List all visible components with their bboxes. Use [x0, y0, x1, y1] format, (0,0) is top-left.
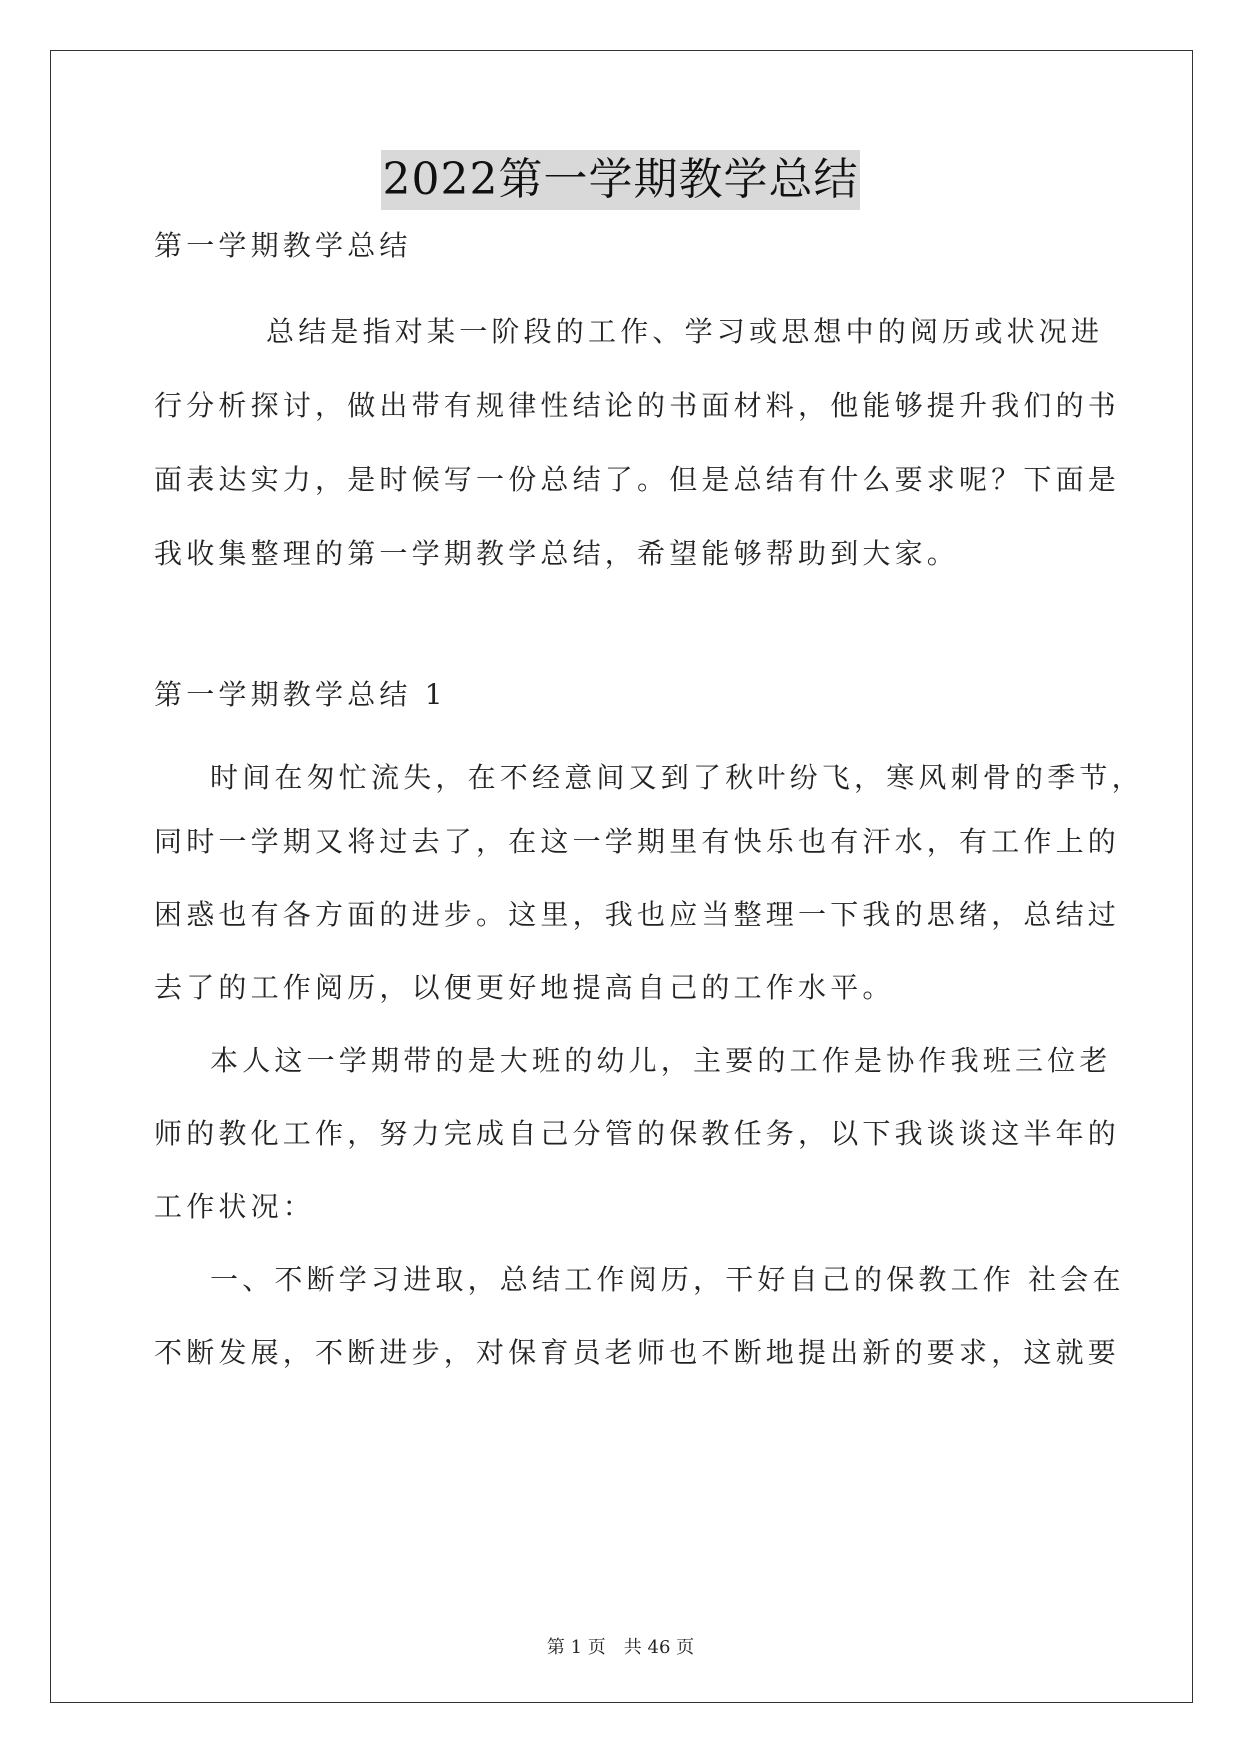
body-line: 一、不断学习进取，总结工作阅历，干好自己的保教工作 社会在: [210, 1263, 1125, 1296]
intro-line: 总结是指对某一阶段的工作、学习或思想中的阅历或状况进: [266, 315, 1104, 348]
body-line: 工作状况：: [154, 1190, 316, 1223]
body-line: 本人这一学期带的是大班的幼儿，主要的工作是协作我班三位老: [210, 1044, 1112, 1077]
body-line: 困惑也有各方面的进步。这里，我也应当整理一下我的思绪，总结过: [154, 898, 1121, 931]
body-line: 时间在匆忙流失，在不经意间又到了秋叶纷飞，寒风刺骨的季节，: [210, 761, 1144, 794]
intro-line: 面表达实力，是时候写一份总结了。但是总结有什么要求呢？下面是: [154, 463, 1121, 496]
document-title: 2022第一学期教学总结: [381, 150, 861, 210]
intro-line: 我收集整理的第一学期教学总结，希望能够帮助到大家。: [154, 537, 960, 570]
document-title-wrap: [0, 150, 1241, 210]
subtitle: 第一学期教学总结: [154, 229, 412, 262]
body-line: 不断发展，不断进步，对保育员老师也不断地提出新的要求，这就要: [154, 1336, 1121, 1369]
page-footer: 第 1 页 共 46 页: [546, 1637, 695, 1658]
body-line: 去了的工作阅历，以便更好地提高自己的工作水平。: [154, 971, 895, 1004]
page-border: [50, 50, 1193, 1703]
section-heading: 第一学期教学总结 1: [154, 678, 447, 711]
body-line: 师的教化工作，努力完成自己分管的保教任务，以下我谈谈这半年的: [154, 1117, 1121, 1150]
body-line: 同时一学期又将过去了，在这一学期里有快乐也有汗水，有工作上的: [154, 825, 1121, 858]
intro-line: 行分析探讨，做出带有规律性结论的书面材料，他能够提升我们的书: [154, 389, 1121, 422]
